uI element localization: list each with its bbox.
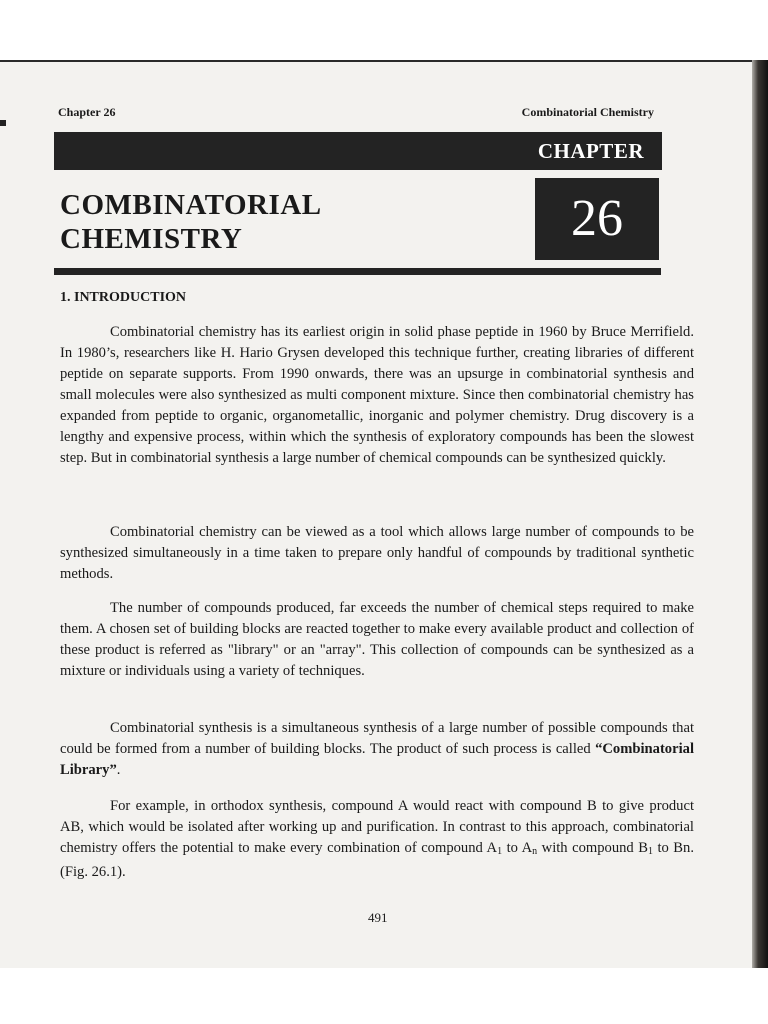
paragraph-4-text: Combinatorial synthesis is a simultaneous synthesis of a large number of possible compounds that could be formed from a number of building blocks. The product of such process is called <box>60 720 694 757</box>
paragraph-2 <box>60 522 694 585</box>
paragraph-5-text-c: with compound B <box>537 840 648 856</box>
running-head-chapter: Chapter 26 <box>58 105 116 119</box>
running-head-title: Combinatorial Chemistry <box>521 105 654 119</box>
subscript-an: n <box>532 846 538 857</box>
scan-right-edge <box>750 60 768 970</box>
paragraph-3-text: The number of compounds produced, far exceeds the number of chemical steps required to make them. A chosen set of building blocks are reacted together to make every available product and collection of these product is referred as "library" or an "array". This collection of compounds can be synthesized as a mixture or individuals using a variety of techniques. <box>60 600 694 679</box>
chapter-number: 26 <box>571 190 623 247</box>
paragraph-3 <box>60 598 694 682</box>
combinatorial-library-term: “Combinatorial Library” <box>60 741 694 778</box>
chapter-title <box>60 188 322 256</box>
paragraph-5-text-a: For example, in orthodox synthesis, compound A would react with compound B to give product AB, which would be isolated after working up and purification. In contrast to this approach, combinatorial chemistry offers the potential to make every combination of compound A <box>60 798 694 856</box>
paragraph-2-text: Combinatorial chemistry can be viewed as a tool which allows large number of compounds to be synthesized simultaneously in a time taken to prepare only handful of compounds by traditional synthetic methods. <box>60 524 694 582</box>
paragraph-5 <box>60 796 694 883</box>
chapter-title-line-1: COMBINATORIAL <box>60 189 322 221</box>
section-heading: 1. INTRODUCTION <box>60 290 187 305</box>
paragraph-5-text-b: to A <box>502 840 533 856</box>
scan-top-margin <box>0 0 768 60</box>
chapter-title-line-2: CHEMISTRY <box>60 223 243 255</box>
paragraph-5-text-d: to Bn. (Fig. 26.1). <box>60 840 694 880</box>
scan-bottom-margin <box>0 968 768 1024</box>
paragraph-1 <box>60 322 694 469</box>
book-page <box>0 60 752 968</box>
paragraph-4-end: . <box>116 762 121 778</box>
paragraph-1-text: Combinatorial chemistry has its earliest origin in solid phase peptide in 1960 by Bruce Merrifield. In 1980’s, researchers like H. Hario Grysen developed this technique further, creating libraries of different peptide on separate supports. From 1990 onwards, there was an upsurge in combinatorial synthesis and small molecules were also synthesized as multi component mixture. Since then combinatorial chemistry has expanded from peptide to organic, organometallic, inorganic and polymer chemistry. Drug discovery is a lengthy and expensive process, within which the synthesis of exploratory compounds has been the slowest step. But in combinatorial synthesis a large number of chemical compounds can be synthesized quickly. <box>60 324 694 466</box>
chapter-number-box <box>535 178 659 260</box>
subscript-b1: 1 <box>647 846 653 857</box>
page-corner-mark <box>0 120 6 126</box>
subscript-a1: 1 <box>497 846 503 857</box>
title-rule <box>54 268 661 275</box>
page-number: 491 <box>368 910 388 925</box>
paragraph-4 <box>60 718 694 781</box>
chapter-label: CHAPTER <box>537 139 644 163</box>
chapter-banner <box>54 132 662 170</box>
